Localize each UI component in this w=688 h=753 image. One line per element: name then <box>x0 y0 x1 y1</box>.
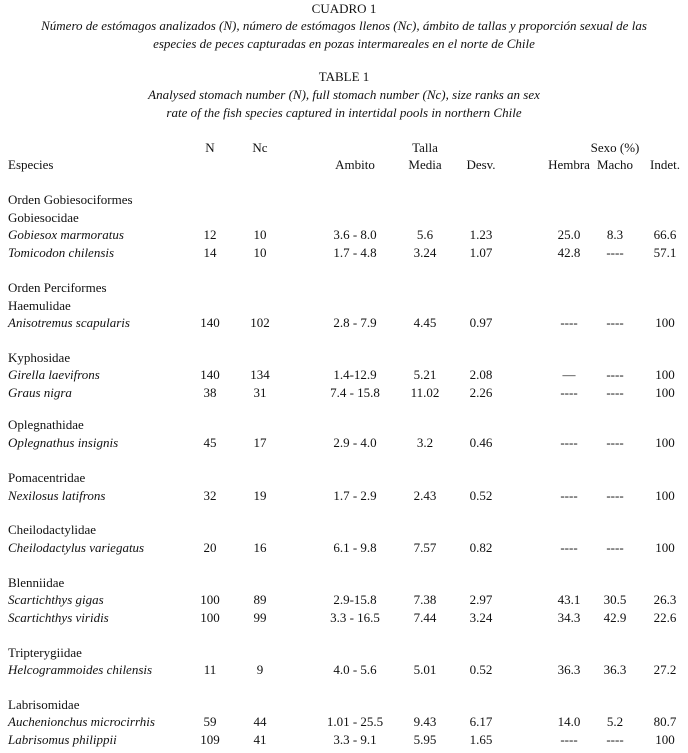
cell-n: 59 <box>203 714 217 729</box>
cell-indet: 100 <box>655 540 675 555</box>
cell-hembra: ---- <box>560 435 578 450</box>
col-nc: Nc <box>252 140 268 155</box>
cell-macho: ---- <box>606 488 624 503</box>
cell-macho: ---- <box>606 245 624 260</box>
species-name: Oplegnathus insignis <box>8 435 119 450</box>
caption-es-line2: especies de peces capturadas en pozas intermareales en el norte de Chile <box>153 36 535 51</box>
cell-n: 38 <box>203 385 217 400</box>
group-row <box>0 697 688 715</box>
table-label-en: TABLE 1 <box>318 69 370 84</box>
col-ambito: Ambito <box>335 157 375 172</box>
species-row <box>0 367 688 385</box>
cell-indet: 57.1 <box>653 245 677 260</box>
cell-ambito: 3.3 - 16.5 <box>330 610 380 625</box>
cell-nc: 41 <box>253 732 267 747</box>
cell-talla: 3.2 <box>416 435 434 450</box>
group-row <box>0 210 688 228</box>
cell-n: 140 <box>200 315 220 330</box>
cell-n: 11 <box>203 662 217 677</box>
cell-n: 14 <box>203 245 217 260</box>
cell-desv: 0.82 <box>469 540 493 555</box>
cell-nc: 17 <box>253 435 267 450</box>
cell-n: 45 <box>203 435 217 450</box>
cell-ambito: 2.9 - 4.0 <box>333 435 377 450</box>
cell-talla: 7.44 <box>413 610 437 625</box>
cell-desv: 0.52 <box>469 488 493 503</box>
cell-nc: 44 <box>253 714 267 729</box>
species-row <box>0 385 688 403</box>
cell-hembra: 42.8 <box>557 245 581 260</box>
cell-ambito: 3.3 - 9.1 <box>333 732 377 747</box>
cell-nc: 134 <box>250 367 270 382</box>
species-row <box>0 435 688 453</box>
species-name: Anisotremus scapularis <box>8 315 130 330</box>
cell-nc: 16 <box>253 540 267 555</box>
cell-nc: 10 <box>253 227 267 242</box>
species-row <box>0 227 688 245</box>
cell-talla: 5.01 <box>413 662 437 677</box>
cell-hembra: 36.3 <box>557 662 581 677</box>
species-name: Scartichthys gigas <box>8 592 104 607</box>
cell-ambito: 1.4-12.9 <box>333 367 377 382</box>
cell-desv: 2.97 <box>469 592 493 607</box>
cell-talla: 5.95 <box>413 732 437 747</box>
cell-talla: 4.45 <box>413 315 437 330</box>
cell-hembra: ---- <box>560 488 578 503</box>
cell-ambito: 7.4 - 15.8 <box>330 385 380 400</box>
cell-macho: ---- <box>606 367 624 382</box>
cell-nc: 19 <box>253 488 267 503</box>
group-label: Blenniidae <box>8 575 65 590</box>
cell-desv: 6.17 <box>469 714 493 729</box>
group-label: Kyphosidae <box>8 350 71 365</box>
group-row <box>0 280 688 298</box>
cell-nc: 102 <box>250 315 270 330</box>
species-name: Helcogrammoides chilensis <box>8 662 153 677</box>
species-row <box>0 714 688 732</box>
species-row <box>0 245 688 263</box>
cell-nc: 9 <box>256 662 264 677</box>
cell-hembra: 43.1 <box>557 592 581 607</box>
cell-talla: 3.24 <box>413 245 437 260</box>
caption-en-line2: rate of the fish species captured in intertidal pools in northern Chile <box>166 105 522 120</box>
cell-macho: ---- <box>606 540 624 555</box>
cell-ambito: 2.9-15.8 <box>333 592 377 607</box>
group-label: Haemulidae <box>8 298 71 313</box>
cell-n: 12 <box>203 227 217 242</box>
cell-hembra: ---- <box>560 540 578 555</box>
cell-macho: 5.2 <box>606 714 624 729</box>
cell-talla: 2.43 <box>413 488 437 503</box>
cell-ambito: 1.7 - 2.9 <box>333 488 377 503</box>
cell-hembra: 34.3 <box>557 610 581 625</box>
cell-n: 32 <box>203 488 217 503</box>
cell-indet: 100 <box>655 488 675 503</box>
cell-desv: 0.46 <box>469 435 493 450</box>
group-row <box>0 575 688 593</box>
cell-indet: 80.7 <box>653 714 677 729</box>
cell-ambito: 2.8 - 7.9 <box>333 315 377 330</box>
cell-macho: ---- <box>606 315 624 330</box>
col-talla-bottom: Media <box>408 157 442 172</box>
cell-desv: 1.65 <box>469 732 493 747</box>
cell-nc: 31 <box>253 385 267 400</box>
col-macho: Macho <box>596 157 634 172</box>
table-label-es: CUADRO 1 <box>311 1 377 16</box>
cell-hembra: ---- <box>560 315 578 330</box>
species-name: Nexilosus latifrons <box>8 488 106 503</box>
cell-macho: 42.9 <box>603 610 627 625</box>
cell-n: 100 <box>200 592 220 607</box>
group-row <box>0 522 688 540</box>
cell-desv: 3.24 <box>469 610 493 625</box>
species-row <box>0 540 688 558</box>
group-row <box>0 470 688 488</box>
species-row <box>0 662 688 680</box>
species-name: Graus nigra <box>8 385 72 400</box>
species-name: Labrisomus philippii <box>8 732 117 747</box>
species-row <box>0 488 688 506</box>
cell-indet: 27.2 <box>653 662 677 677</box>
col-n: N <box>205 140 215 155</box>
group-label: Orden Perciformes <box>8 280 107 295</box>
cell-nc: 10 <box>253 245 267 260</box>
cell-nc: 99 <box>253 610 267 625</box>
species-name: Gobiesox marmoratus <box>8 227 124 242</box>
cell-desv: 1.23 <box>469 227 493 242</box>
caption-en-line1: Analysed stomach number (N), full stomach number (Nc), size ranks an sex <box>148 87 540 102</box>
species-name: Auchenionchus microcirrhis <box>8 714 155 729</box>
cell-ambito: 6.1 - 9.8 <box>333 540 377 555</box>
group-label: Cheilodactylidae <box>8 522 97 537</box>
cell-hembra: ---- <box>560 732 578 747</box>
cell-hembra: ---- <box>560 385 578 400</box>
cell-macho: 8.3 <box>606 227 624 242</box>
group-label: Gobiesocidae <box>8 210 79 225</box>
cell-desv: 0.97 <box>469 315 493 330</box>
cell-ambito: 3.6 - 8.0 <box>333 227 377 242</box>
species-name: Tomicodon chilensis <box>8 245 115 260</box>
group-row <box>0 417 688 435</box>
cell-hembra: 14.0 <box>557 714 581 729</box>
col-indet: Indet. <box>650 157 680 172</box>
cell-macho: 30.5 <box>603 592 627 607</box>
cell-talla: 11.02 <box>410 385 440 400</box>
species-row <box>0 315 688 333</box>
group-label: Orden Gobiesociformes <box>8 192 133 207</box>
group-label: Oplegnathidae <box>8 417 84 432</box>
cell-n: 109 <box>200 732 220 747</box>
cell-talla: 7.38 <box>413 592 437 607</box>
cell-desv: 1.07 <box>469 245 493 260</box>
col-hembra: Hembra <box>548 157 590 172</box>
col-desv: Desv. <box>466 157 496 172</box>
cell-ambito: 1.7 - 4.8 <box>333 245 377 260</box>
cell-indet: 100 <box>655 385 675 400</box>
cell-indet: 100 <box>655 367 675 382</box>
cell-ambito: 1.01 - 25.5 <box>326 714 384 729</box>
cell-nc: 89 <box>253 592 267 607</box>
group-row <box>0 298 688 316</box>
cell-hembra: — <box>562 367 576 382</box>
table-header <box>0 0 688 175</box>
col-sexo: Sexo (%) <box>590 140 640 155</box>
cell-desv: 0.52 <box>469 662 493 677</box>
species-name: Scartichthys viridis <box>8 610 109 625</box>
group-label: Pomacentridae <box>8 470 86 485</box>
cell-talla: 5.6 <box>416 227 434 242</box>
cell-indet: 100 <box>655 435 675 450</box>
cell-indet: 100 <box>655 315 675 330</box>
col-talla-top: Talla <box>412 140 438 155</box>
group-label: Labrisomidae <box>8 697 80 712</box>
cell-n: 140 <box>200 367 220 382</box>
group-row <box>0 192 688 210</box>
cell-macho: ---- <box>606 385 624 400</box>
species-name: Cheilodactylus variegatus <box>8 540 145 555</box>
species-row <box>0 610 688 628</box>
col-especies: Especies <box>8 157 54 172</box>
cell-n: 20 <box>203 540 217 555</box>
cell-indet: 66.6 <box>653 227 677 242</box>
cell-hembra: 25.0 <box>557 227 581 242</box>
cell-talla: 5.21 <box>413 367 437 382</box>
cell-desv: 2.08 <box>469 367 493 382</box>
group-row <box>0 350 688 368</box>
species-name: Girella laevifrons <box>8 367 100 382</box>
cell-indet: 22.6 <box>653 610 677 625</box>
cell-n: 100 <box>200 610 220 625</box>
cell-indet: 100 <box>655 732 675 747</box>
cell-ambito: 4.0 - 5.6 <box>333 662 377 677</box>
species-row <box>0 592 688 610</box>
cell-macho: ---- <box>606 732 624 747</box>
cell-macho: ---- <box>606 435 624 450</box>
cell-talla: 9.43 <box>413 714 437 729</box>
cell-indet: 26.3 <box>653 592 677 607</box>
cell-desv: 2.26 <box>469 385 493 400</box>
caption-es-line1: Número de estómagos analizados (N), número de estómagos llenos (Nc), ámbito de tallas y proporción sexual de las <box>41 18 647 33</box>
group-row <box>0 645 688 663</box>
cell-talla: 7.57 <box>413 540 437 555</box>
cell-macho: 36.3 <box>603 662 627 677</box>
species-row <box>0 732 688 750</box>
group-label: Tripterygiidae <box>8 645 82 660</box>
